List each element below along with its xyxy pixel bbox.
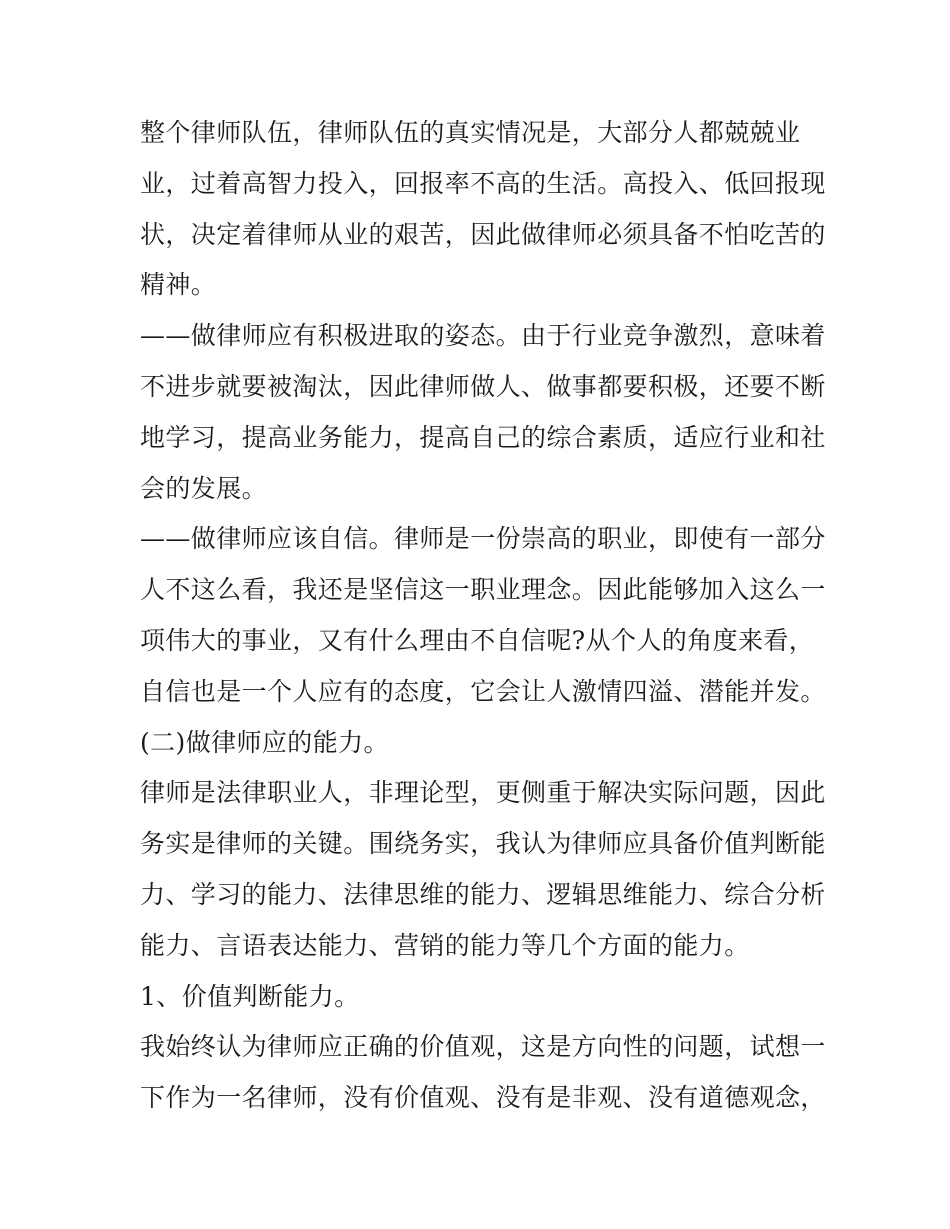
text-line: 状，决定着律师从业的艰苦，因此做律师必须具备不怕吃苦的: [140, 219, 826, 249]
text-line: 不进步就要被淘汰，因此律师做人、做事都要积极，还要不断: [140, 371, 826, 401]
section-heading: (二)做律师应的能力。: [140, 727, 389, 757]
text-line: 我始终认为律师应正确的价值观，这是方向性的问题，试想一: [140, 1032, 826, 1062]
document-body: [140, 108, 826, 1124]
text-line: 自信也是一个人应有的态度，它会让人激情四溢、潜能并发。: [140, 676, 826, 706]
text-line: 力、学习的能力、法律思维的能力、逻辑思维能力、综合分析: [140, 879, 826, 909]
text-line: ——做律师应该自信。律师是一份崇高的职业，即使有一部分: [140, 524, 826, 554]
text-line: 能力、言语表达能力、营销的能力等几个方面的能力。: [140, 930, 750, 960]
text-line: 律师是法律职业人，非理论型，更侧重于解决实际问题，因此: [140, 778, 826, 808]
text-line: 地学习，提高业务能力，提高自己的综合素质，适应行业和社: [140, 422, 826, 452]
text-line: 务实是律师的关键。围绕务实，我认为律师应具备价值判断能: [140, 829, 826, 859]
subsection-heading: 1、价值判断能力。: [140, 981, 360, 1011]
text-line: 会的发展。: [140, 473, 268, 503]
text-line: 整个律师队伍，律师队伍的真实情况是，大部分人都兢兢业: [140, 118, 801, 147]
text-line: 业，过着高智力投入，回报率不高的生活。高投入、低回报现: [140, 168, 826, 198]
text-line: ——做律师应有积极进取的姿态。由于行业竞争激烈，意味着: [140, 321, 826, 351]
text-line: 精神。: [140, 270, 217, 300]
text-line: 下作为一名律师，没有价值观、没有是非观、没有道德观念，: [140, 1083, 826, 1113]
text-line: 项伟大的事业，又有什么理由不自信呢?从个人的角度来看，: [140, 625, 815, 655]
text-line: 人不这么看，我还是坚信这一职业理念。因此能够加入这么一: [140, 575, 826, 605]
